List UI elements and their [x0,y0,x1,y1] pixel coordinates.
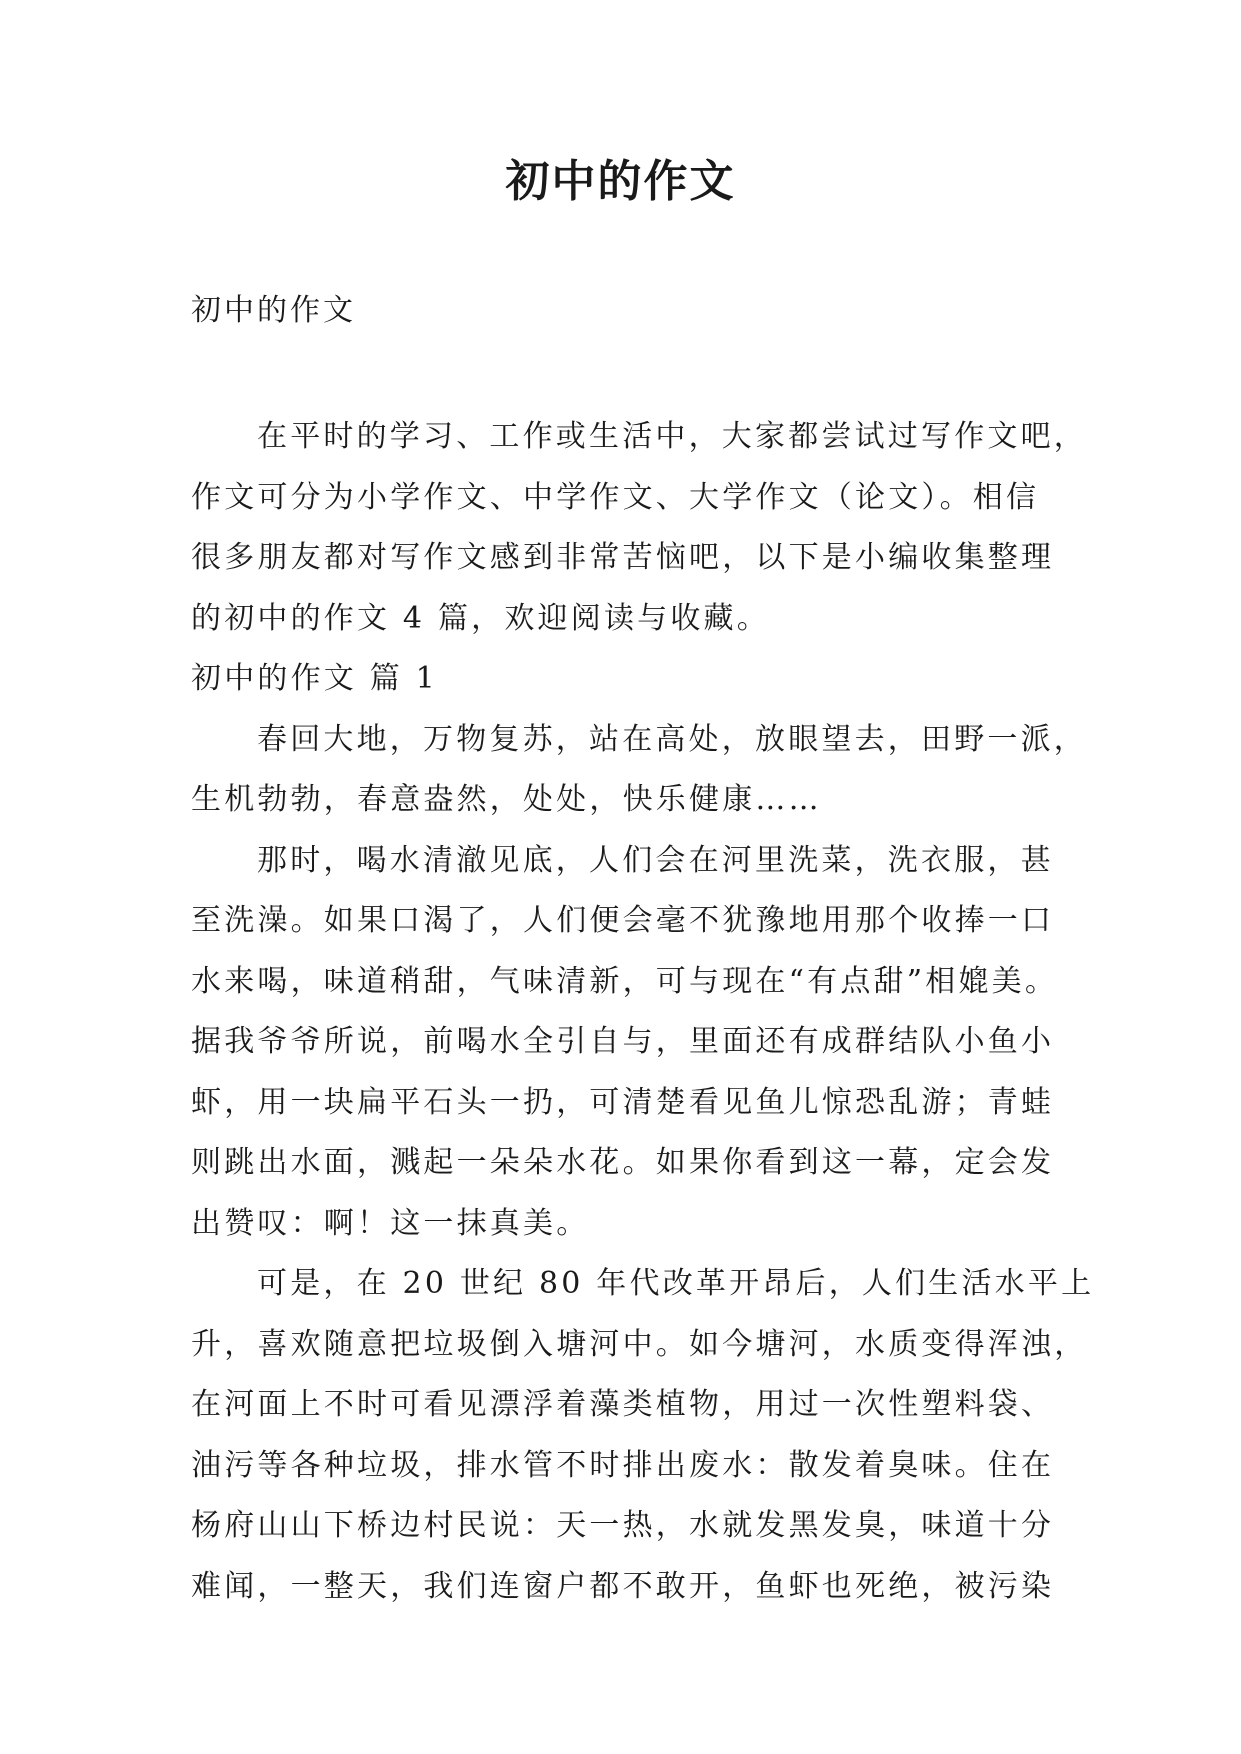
body-line: 作文可分为小学作文、中学作文、大学作文（论文）。相信 [191,479,1040,515]
document-subtitle: 初中的作文 [191,293,356,328]
body-line: 的初中的作文 4 篇，欢迎阅读与收藏。 [191,600,770,636]
document-body [191,407,1095,1617]
document-title: 初中的作文 [505,156,736,207]
body-line: 虾，用一块扁平石头一扔，可清楚看见鱼儿惊恐乱游；青蛙 [191,1084,1055,1120]
body-line: 在平时的学习、工作或生活中，大家都尝试过写作文吧， [257,419,1087,454]
body-line: 据我爷爷所说，前喝水全引自与，里面还有成群结队小鱼小 [191,1024,1055,1059]
body-line: 可是，在 20 世纪 80 年代改革开昂后，人们生活水平上 [257,1266,1095,1301]
body-line: 很多朋友都对写作文感到非常苦恼吧，以下是小编收集整理 [191,540,1055,575]
body-line: 至洗澡。如果口渴了，人们便会毫不犹豫地用那个收捧一口 [191,903,1055,938]
body-line: 春回大地，万物复苏，站在高处，放眼望去，田野一派， [257,721,1087,757]
body-line: 生机勃勃，春意盎然，处处，快乐健康…… [191,782,822,817]
body-line: 在河面上不时可看见漂浮着藻类植物，用过一次性塑料袋、 [191,1387,1055,1422]
body-line: 则跳出水面，溅起一朵朵水花。如果你看到这一幕，定会发 [191,1145,1055,1180]
body-line: 难闻，一整天，我们连窗户都不敢开，鱼虾也死绝，被污染 [191,1568,1055,1604]
body-line: 出赞叹：啊！这一抹真美。 [191,1205,590,1241]
body-line: 初中的作文 篇 1 [191,661,438,696]
body-line: 升，喜欢随意把垃圾倒入塘河中。如今塘河，水质变得浑浊， [191,1326,1088,1362]
body-line: 杨府山山下桥边村民说：天一热，水就发黑发臭，味道十分 [191,1508,1055,1543]
body-line: 那时，喝水清澈见底，人们会在河里洗菜，洗衣服，甚 [257,842,1054,878]
body-line: 水来喝，味道稍甜，气味清新，可与现在“有点甜”相媲美。 [191,963,1059,999]
body-line: 油污等各种垃圾，排水管不时排出废水：散发着臭味。住在 [191,1447,1055,1483]
